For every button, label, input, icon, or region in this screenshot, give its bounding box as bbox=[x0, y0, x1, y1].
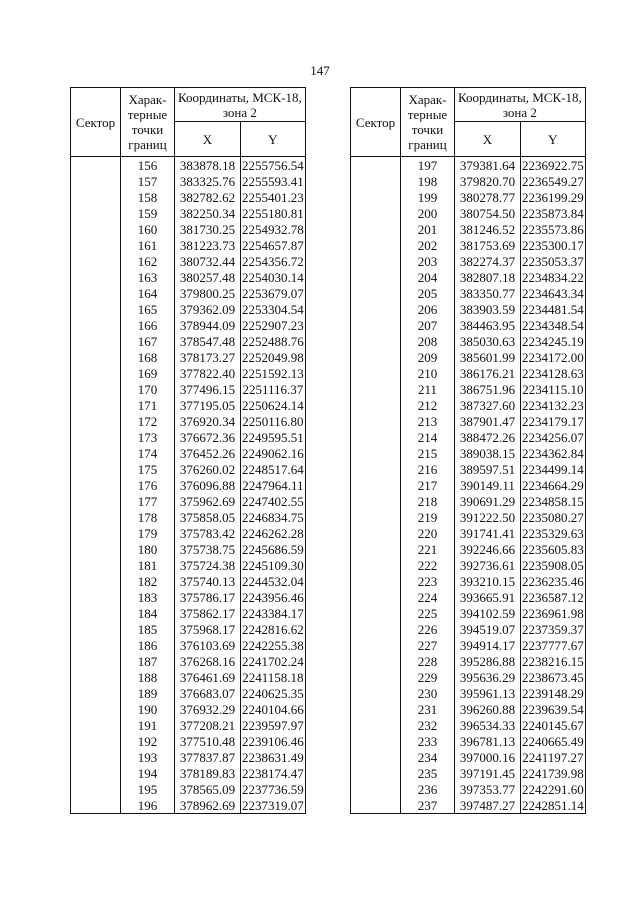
x-coordinate-cell: 393210.15 bbox=[455, 573, 521, 589]
y-coordinate-cell: 2234128.63 bbox=[522, 365, 584, 381]
x-coordinate-cell: 377195.05 bbox=[175, 397, 241, 413]
header-coordinates: Координаты, МСК-18, зона 2 bbox=[175, 88, 306, 122]
x-coordinate-cell: 378189.83 bbox=[175, 765, 241, 781]
point-number-cell: 165 bbox=[121, 301, 175, 317]
point-number-cell: 220 bbox=[401, 525, 455, 541]
x-coordinate-cell: 376461.69 bbox=[175, 669, 241, 685]
y-coordinate-cell: 2249595.51 bbox=[242, 429, 304, 445]
x-coordinate-cell: 380278.77 bbox=[455, 189, 521, 205]
x-coordinate-cell: 392246.66 bbox=[455, 541, 521, 557]
x-coordinate-cell: 377496.15 bbox=[175, 381, 241, 397]
y-coordinate-cell: 2234348.54 bbox=[522, 317, 584, 333]
y-coordinate-cell: 2241739.98 bbox=[522, 765, 584, 781]
y-coordinate-cell: 2239597.97 bbox=[242, 717, 304, 733]
point-number-cell: 161 bbox=[121, 237, 175, 253]
point-number-cell: 178 bbox=[121, 509, 175, 525]
x-coordinate-cell: 383878.18 bbox=[175, 157, 241, 174]
point-number-cell: 196 bbox=[121, 797, 175, 814]
header-y: Y bbox=[241, 122, 306, 157]
y-coordinate-cell: 2254356.72 bbox=[242, 253, 304, 269]
x-coordinate-cell: 375862.17 bbox=[175, 605, 241, 621]
y-coordinate-cell: 2246834.75 bbox=[242, 509, 304, 525]
point-number-cell: 217 bbox=[401, 477, 455, 493]
x-coordinate-cell: 388472.26 bbox=[455, 429, 521, 445]
y-coordinate-cell: 2238216.15 bbox=[522, 653, 584, 669]
y-coordinate-cell: 2236961.98 bbox=[522, 605, 584, 621]
y-coordinate-cell: 2253679.07 bbox=[242, 285, 304, 301]
x-coordinate-cell: 385030.63 bbox=[455, 333, 521, 349]
page-number: 147 bbox=[310, 63, 330, 78]
x-coordinate-cell: 393665.91 bbox=[455, 589, 521, 605]
x-coordinate-cell: 394914.17 bbox=[455, 637, 521, 653]
point-number-cell: 177 bbox=[121, 493, 175, 509]
point-number-cell: 201 bbox=[401, 221, 455, 237]
y-coordinate-cell: 2241197.27 bbox=[522, 749, 584, 765]
header-coordinates: Координаты, МСК-18, зона 2 bbox=[455, 88, 586, 122]
y-coordinate-cell: 2251116.37 bbox=[242, 381, 304, 397]
point-number-cell: 185 bbox=[121, 621, 175, 637]
point-number-cell: 176 bbox=[121, 477, 175, 493]
y-coordinate-cell: 2236922.75 bbox=[522, 157, 584, 173]
x-coordinate-cell: 376103.69 bbox=[175, 637, 241, 653]
point-number-cell: 233 bbox=[401, 733, 455, 749]
point-number-cell: 158 bbox=[121, 189, 175, 205]
y-coordinate-cell: 2242255.38 bbox=[242, 637, 304, 653]
point-number-cell: 166 bbox=[121, 317, 175, 333]
point-number-cell: 212 bbox=[401, 397, 455, 413]
point-number-cell: 188 bbox=[121, 669, 175, 685]
x-coordinate-cell: 386751.96 bbox=[455, 381, 521, 397]
y-coordinate-cell: 2252907.23 bbox=[242, 317, 304, 333]
point-number-cell: 160 bbox=[121, 221, 175, 237]
y-coordinate-cell: 2239148.29 bbox=[522, 685, 584, 701]
point-number-cell: 197 bbox=[401, 157, 455, 174]
point-number-cell: 163 bbox=[121, 269, 175, 285]
point-number-cell: 210 bbox=[401, 365, 455, 381]
y-coordinate-cell: 2237777.67 bbox=[522, 637, 584, 653]
y-coordinate-cell: 2236587.12 bbox=[522, 589, 584, 605]
x-coordinate-cell: 375962.69 bbox=[175, 493, 241, 509]
point-number-cell: 190 bbox=[121, 701, 175, 717]
point-number-cell: 230 bbox=[401, 685, 455, 701]
y-coordinate-cell: 2240625.35 bbox=[242, 685, 304, 701]
point-number-cell: 198 bbox=[401, 173, 455, 189]
x-coordinate-cell: 379820.70 bbox=[455, 173, 521, 189]
y-coordinate-cell: 2240145.67 bbox=[522, 717, 584, 733]
header-x: X bbox=[175, 122, 241, 157]
y-coordinate-cell: 2236199.29 bbox=[522, 189, 584, 205]
y-coordinate-cell: 2253304.54 bbox=[242, 301, 304, 317]
point-number-cell: 172 bbox=[121, 413, 175, 429]
point-number-cell: 164 bbox=[121, 285, 175, 301]
y-coordinate-cell: 2242816.62 bbox=[242, 621, 304, 637]
point-number-cell: 175 bbox=[121, 461, 175, 477]
point-number-cell: 234 bbox=[401, 749, 455, 765]
point-number-cell: 214 bbox=[401, 429, 455, 445]
point-number-cell: 189 bbox=[121, 685, 175, 701]
y-coordinate-cell: 2246262.28 bbox=[242, 525, 304, 541]
y-coordinate-cell: 2240665.49 bbox=[522, 733, 584, 749]
point-number-cell: 169 bbox=[121, 365, 175, 381]
x-coordinate-cell: 397487.27 bbox=[455, 797, 521, 814]
point-number-cell: 186 bbox=[121, 637, 175, 653]
point-number-cell: 207 bbox=[401, 317, 455, 333]
y-coordinate-cell: 2243384.17 bbox=[242, 605, 304, 621]
y-coordinate-cell: 2255180.81 bbox=[242, 205, 304, 221]
sector-cell bbox=[71, 157, 121, 814]
point-number-cell: 215 bbox=[401, 445, 455, 461]
y-coordinate-cell: 2235873.84 bbox=[522, 205, 584, 221]
x-coordinate-cell: 394519.07 bbox=[455, 621, 521, 637]
x-coordinate-cell: 381730.25 bbox=[175, 221, 241, 237]
point-number-cell: 202 bbox=[401, 237, 455, 253]
x-coordinate-cell: 377837.87 bbox=[175, 749, 241, 765]
header-sector: Сектор bbox=[351, 88, 401, 157]
table-row bbox=[351, 157, 586, 174]
x-coordinate-cell: 391222.50 bbox=[455, 509, 521, 525]
x-coordinate-cell: 376096.88 bbox=[175, 477, 241, 493]
y-coordinate-cell: 2234834.22 bbox=[522, 269, 584, 285]
y-coordinate-cell: 2235573.86 bbox=[522, 221, 584, 237]
y-coordinate-cell: 2235329.63 bbox=[522, 525, 584, 541]
y-coordinate-cell: 2235605.83 bbox=[522, 541, 584, 557]
point-number-cell: 157 bbox=[121, 173, 175, 189]
x-coordinate-cell: 375783.42 bbox=[175, 525, 241, 541]
y-coordinate-cell: 2255593.41 bbox=[242, 173, 304, 189]
x-coordinate-cell: 396781.13 bbox=[455, 733, 521, 749]
y-coordinate-cell: 2235908.05 bbox=[522, 557, 584, 573]
y-coordinate-cell: 2255756.54 bbox=[242, 157, 304, 173]
x-coordinate-cell: 375738.75 bbox=[175, 541, 241, 557]
x-coordinate-cell: 375968.17 bbox=[175, 621, 241, 637]
x-coordinate-cell: 376452.26 bbox=[175, 445, 241, 461]
y-coordinate-cell: 2250624.14 bbox=[242, 397, 304, 413]
y-coordinate-cell: 2254657.87 bbox=[242, 237, 304, 253]
sector-cell bbox=[351, 157, 401, 814]
x-coordinate-cell: 395636.29 bbox=[455, 669, 521, 685]
x-coordinate-cell: 382782.62 bbox=[175, 189, 241, 205]
y-coordinate-cell: 2254932.78 bbox=[242, 221, 304, 237]
y-coordinate-cell: 2254030.14 bbox=[242, 269, 304, 285]
point-number-cell: 191 bbox=[121, 717, 175, 733]
x-coordinate-cell: 390149.11 bbox=[455, 477, 521, 493]
point-number-cell: 170 bbox=[121, 381, 175, 397]
x-coordinate-cell: 394102.59 bbox=[455, 605, 521, 621]
x-coordinate-cell: 395286.88 bbox=[455, 653, 521, 669]
x-coordinate-cell: 381223.73 bbox=[175, 237, 241, 253]
point-number-cell: 181 bbox=[121, 557, 175, 573]
x-coordinate-cell: 385601.99 bbox=[455, 349, 521, 365]
y-coordinate-cell: 2251592.13 bbox=[242, 365, 304, 381]
x-coordinate-cell: 380754.50 bbox=[455, 205, 521, 221]
y-coordinate-cell: 2234245.19 bbox=[522, 333, 584, 349]
x-coordinate-cell: 376683.07 bbox=[175, 685, 241, 701]
x-coordinate-cell: 379381.64 bbox=[455, 157, 521, 174]
y-coordinate-cell: 2234643.34 bbox=[522, 285, 584, 301]
x-coordinate-cell: 377208.21 bbox=[175, 717, 241, 733]
point-number-cell: 221 bbox=[401, 541, 455, 557]
header-x: X bbox=[455, 122, 521, 157]
y-coordinate-cell: 2234499.14 bbox=[522, 461, 584, 477]
y-coordinate-cell: 2238631.49 bbox=[242, 749, 304, 765]
x-coordinate-cell: 375858.05 bbox=[175, 509, 241, 525]
x-coordinate-cell: 390691.29 bbox=[455, 493, 521, 509]
x-coordinate-cell: 376672.36 bbox=[175, 429, 241, 445]
y-coordinate-cell: 2234115.10 bbox=[522, 381, 584, 397]
y-coordinate-cell: 2234256.07 bbox=[522, 429, 584, 445]
x-coordinate-cell: 384463.95 bbox=[455, 317, 521, 333]
x-coordinate-cell: 378547.48 bbox=[175, 333, 241, 349]
x-coordinate-cell: 378944.09 bbox=[175, 317, 241, 333]
point-number-cell: 184 bbox=[121, 605, 175, 621]
point-number-cell: 187 bbox=[121, 653, 175, 669]
point-number-cell: 227 bbox=[401, 637, 455, 653]
header-points: Харак-терные точки границ bbox=[121, 88, 175, 157]
y-coordinate-cell: 2235080.27 bbox=[522, 509, 584, 525]
point-number-cell: 208 bbox=[401, 333, 455, 349]
y-coordinate-cell: 2239106.46 bbox=[242, 733, 304, 749]
x-coordinate-cell: 397353.77 bbox=[455, 781, 521, 797]
point-number-cell: 193 bbox=[121, 749, 175, 765]
point-number-cell: 235 bbox=[401, 765, 455, 781]
x-coordinate-cell: 375724.38 bbox=[175, 557, 241, 573]
header-y: Y bbox=[521, 122, 586, 157]
y-coordinate-cell: 2245686.59 bbox=[242, 541, 304, 557]
point-number-cell: 205 bbox=[401, 285, 455, 301]
point-number-cell: 162 bbox=[121, 253, 175, 269]
x-coordinate-cell: 387327.60 bbox=[455, 397, 521, 413]
x-coordinate-cell: 397000.16 bbox=[455, 749, 521, 765]
point-number-cell: 159 bbox=[121, 205, 175, 221]
y-coordinate-cell: 2247402.55 bbox=[242, 493, 304, 509]
y-coordinate-cell: 2243956.46 bbox=[242, 589, 304, 605]
y-coordinate-cell: 2245109.30 bbox=[242, 557, 304, 573]
x-coordinate-cell: 389597.51 bbox=[455, 461, 521, 477]
point-number-cell: 171 bbox=[121, 397, 175, 413]
point-number-cell: 237 bbox=[401, 797, 455, 814]
x-coordinate-cell: 377822.40 bbox=[175, 365, 241, 381]
y-coordinate-cell: 2247964.11 bbox=[242, 477, 304, 493]
x-coordinate-cell: 376260.02 bbox=[175, 461, 241, 477]
x-coordinate-cell: 376268.16 bbox=[175, 653, 241, 669]
x-coordinate-cell: 375740.13 bbox=[175, 573, 241, 589]
y-coordinate-cell: 2234858.15 bbox=[522, 493, 584, 509]
table-row bbox=[71, 157, 306, 174]
x-coordinate-cell: 382807.18 bbox=[455, 269, 521, 285]
y-coordinate-cell: 2252049.98 bbox=[242, 349, 304, 365]
point-number-cell: 203 bbox=[401, 253, 455, 269]
header-points: Харак-терные точки границ bbox=[401, 88, 455, 157]
point-number-cell: 229 bbox=[401, 669, 455, 685]
x-coordinate-cell: 397191.45 bbox=[455, 765, 521, 781]
x-coordinate-cell: 378173.27 bbox=[175, 349, 241, 365]
point-number-cell: 209 bbox=[401, 349, 455, 365]
y-coordinate-cell: 2236235.46 bbox=[522, 573, 584, 589]
point-number-cell: 173 bbox=[121, 429, 175, 445]
y-coordinate-cell: 2242291.60 bbox=[522, 781, 584, 797]
x-coordinate-cell: 391741.41 bbox=[455, 525, 521, 541]
y-coordinate-cell: 2241702.24 bbox=[242, 653, 304, 669]
y-coordinate-cell: 2234132.23 bbox=[522, 397, 584, 413]
point-number-cell: 180 bbox=[121, 541, 175, 557]
x-coordinate-cell: 383350.77 bbox=[455, 285, 521, 301]
point-number-cell: 200 bbox=[401, 205, 455, 221]
x-coordinate-cell: 382274.37 bbox=[455, 253, 521, 269]
y-coordinate-cell: 2234481.54 bbox=[522, 301, 584, 317]
point-number-cell: 225 bbox=[401, 605, 455, 621]
y-coordinate-cell: 2236549.27 bbox=[522, 173, 584, 189]
point-number-cell: 179 bbox=[121, 525, 175, 541]
point-number-cell: 199 bbox=[401, 189, 455, 205]
y-coordinate-cell: 2239639.54 bbox=[522, 701, 584, 717]
y-coordinate-cell: 2238673.45 bbox=[522, 669, 584, 685]
y-coordinate-cell: 2234664.29 bbox=[522, 477, 584, 493]
y-coordinate-cell: 2237736.59 bbox=[242, 781, 304, 797]
point-number-cell: 167 bbox=[121, 333, 175, 349]
y-coordinate-cell: 2234362.84 bbox=[522, 445, 584, 461]
point-number-cell: 213 bbox=[401, 413, 455, 429]
point-number-cell: 219 bbox=[401, 509, 455, 525]
x-coordinate-cell: 383325.76 bbox=[175, 173, 241, 189]
x-coordinate-cell: 381753.69 bbox=[455, 237, 521, 253]
x-coordinate-cell: 376932.29 bbox=[175, 701, 241, 717]
x-coordinate-cell: 392736.61 bbox=[455, 557, 521, 573]
y-coordinate-cell: 2235053.37 bbox=[522, 253, 584, 269]
x-coordinate-cell: 378565.09 bbox=[175, 781, 241, 797]
point-number-cell: 232 bbox=[401, 717, 455, 733]
x-coordinate-cell: 389038.15 bbox=[455, 445, 521, 461]
x-coordinate-cell: 387901.47 bbox=[455, 413, 521, 429]
y-coordinate-cell: 2250116.80 bbox=[242, 413, 304, 429]
header-sector: Сектор bbox=[71, 88, 121, 157]
point-number-cell: 192 bbox=[121, 733, 175, 749]
x-coordinate-cell: 376920.34 bbox=[175, 413, 241, 429]
y-coordinate-cell: 2238174.47 bbox=[242, 765, 304, 781]
y-coordinate-cell: 2234172.00 bbox=[522, 349, 584, 365]
y-coordinate-cell: 2244532.04 bbox=[242, 573, 304, 589]
point-number-cell: 211 bbox=[401, 381, 455, 397]
y-coordinate-cell: 2249062.16 bbox=[242, 445, 304, 461]
y-coordinate-cell: 2240104.66 bbox=[242, 701, 304, 717]
coordinates-table-left bbox=[70, 87, 306, 814]
y-coordinate-cell: 2241158.18 bbox=[242, 669, 304, 685]
x-coordinate-cell: 381246.52 bbox=[455, 221, 521, 237]
x-coordinate-cell: 395961.13 bbox=[455, 685, 521, 701]
x-coordinate-cell: 383903.59 bbox=[455, 301, 521, 317]
point-number-cell: 218 bbox=[401, 493, 455, 509]
x-coordinate-cell: 380257.48 bbox=[175, 269, 241, 285]
point-number-cell: 228 bbox=[401, 653, 455, 669]
y-coordinate-cell: 2252488.76 bbox=[242, 333, 304, 349]
coordinates-table-right bbox=[350, 87, 586, 814]
y-coordinate-cell: 2237319.07 bbox=[242, 797, 304, 813]
y-coordinate-cell: 2248517.64 bbox=[242, 461, 304, 477]
x-coordinate-cell: 396260.88 bbox=[455, 701, 521, 717]
x-coordinate-cell: 396534.33 bbox=[455, 717, 521, 733]
point-number-cell: 174 bbox=[121, 445, 175, 461]
point-number-cell: 223 bbox=[401, 573, 455, 589]
point-number-cell: 194 bbox=[121, 765, 175, 781]
y-coordinate-cell: 2255401.23 bbox=[242, 189, 304, 205]
x-coordinate-cell: 382250.34 bbox=[175, 205, 241, 221]
x-coordinate-cell: 377510.48 bbox=[175, 733, 241, 749]
point-number-cell: 236 bbox=[401, 781, 455, 797]
y-coordinate-cell: 2235300.17 bbox=[522, 237, 584, 253]
y-coordinate-cell: 2237359.37 bbox=[522, 621, 584, 637]
x-coordinate-cell: 378962.69 bbox=[175, 797, 241, 814]
point-number-cell: 206 bbox=[401, 301, 455, 317]
point-number-cell: 231 bbox=[401, 701, 455, 717]
x-coordinate-cell: 379800.25 bbox=[175, 285, 241, 301]
point-number-cell: 224 bbox=[401, 589, 455, 605]
point-number-cell: 182 bbox=[121, 573, 175, 589]
point-number-cell: 216 bbox=[401, 461, 455, 477]
x-coordinate-cell: 386176.21 bbox=[455, 365, 521, 381]
point-number-cell: 226 bbox=[401, 621, 455, 637]
y-coordinate-cell: 2234179.17 bbox=[522, 413, 584, 429]
point-number-cell: 156 bbox=[121, 157, 175, 174]
x-coordinate-cell: 379362.09 bbox=[175, 301, 241, 317]
point-number-cell: 168 bbox=[121, 349, 175, 365]
point-number-cell: 222 bbox=[401, 557, 455, 573]
point-number-cell: 204 bbox=[401, 269, 455, 285]
point-number-cell: 183 bbox=[121, 589, 175, 605]
y-coordinate-cell: 2242851.14 bbox=[522, 797, 584, 813]
x-coordinate-cell: 375786.17 bbox=[175, 589, 241, 605]
point-number-cell: 195 bbox=[121, 781, 175, 797]
x-coordinate-cell: 380732.44 bbox=[175, 253, 241, 269]
